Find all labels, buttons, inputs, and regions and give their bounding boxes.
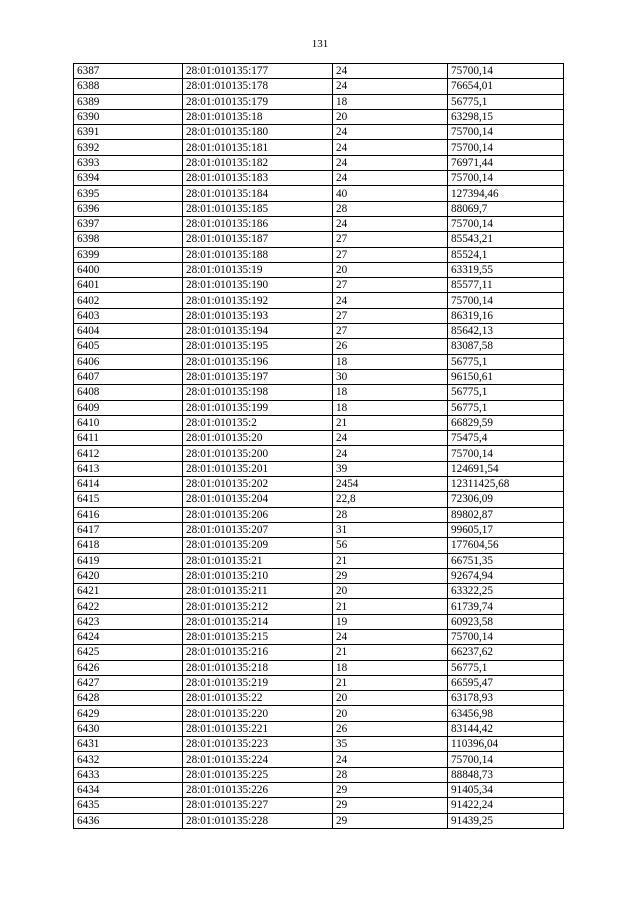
cadastral-number-cell: 28:01:010135:223 <box>183 737 333 752</box>
cadastral-number-cell: 28:01:010135:195 <box>183 339 333 354</box>
row-number-cell: 6418 <box>74 538 183 553</box>
cadastral-number-cell: 28:01:010135:18 <box>183 109 333 124</box>
value-cell: 177604,56 <box>448 538 564 553</box>
cadastral-number-cell: 28:01:010135:185 <box>183 201 333 216</box>
table-row <box>74 752 564 767</box>
table-row <box>74 293 564 308</box>
area-cell: 26 <box>333 339 448 354</box>
area-cell: 20 <box>333 109 448 124</box>
table-row <box>74 798 564 813</box>
area-cell: 24 <box>333 431 448 446</box>
cadastral-number-cell: 28:01:010135:206 <box>183 507 333 522</box>
row-number-cell: 6424 <box>74 629 183 644</box>
area-cell: 24 <box>333 140 448 155</box>
area-cell: 28 <box>333 201 448 216</box>
row-number-cell: 6392 <box>74 140 183 155</box>
value-cell: 56775,1 <box>448 385 564 400</box>
value-cell: 92674,94 <box>448 568 564 583</box>
table-row <box>74 614 564 629</box>
table-row <box>74 278 564 293</box>
area-cell: 27 <box>333 324 448 339</box>
table-row <box>74 645 564 660</box>
area-cell: 24 <box>333 125 448 140</box>
cadastral-number-cell: 28:01:010135:225 <box>183 767 333 782</box>
cadastral-number-cell: 28:01:010135:226 <box>183 782 333 797</box>
registry-table <box>73 63 564 829</box>
table-row <box>74 706 564 721</box>
cadastral-number-cell: 28:01:010135:183 <box>183 171 333 186</box>
table-row <box>74 584 564 599</box>
row-number-cell: 6423 <box>74 614 183 629</box>
area-cell: 27 <box>333 247 448 262</box>
row-number-cell: 6409 <box>74 400 183 415</box>
area-cell: 56 <box>333 538 448 553</box>
value-cell: 63456,98 <box>448 706 564 721</box>
cadastral-number-cell: 28:01:010135:179 <box>183 94 333 109</box>
row-number-cell: 6400 <box>74 262 183 277</box>
table-row <box>74 125 564 140</box>
area-cell: 24 <box>333 155 448 170</box>
row-number-cell: 6426 <box>74 660 183 675</box>
row-number-cell: 6393 <box>74 155 183 170</box>
cadastral-number-cell: 28:01:010135:221 <box>183 721 333 736</box>
cadastral-number-cell: 28:01:010135:194 <box>183 324 333 339</box>
cadastral-number-cell: 28:01:010135:215 <box>183 629 333 644</box>
cadastral-number-cell: 28:01:010135:178 <box>183 79 333 94</box>
table-row <box>74 446 564 461</box>
row-number-cell: 6434 <box>74 782 183 797</box>
row-number-cell: 6407 <box>74 369 183 384</box>
area-cell: 18 <box>333 385 448 400</box>
value-cell: 56775,1 <box>448 94 564 109</box>
area-cell: 24 <box>333 629 448 644</box>
area-cell: 2454 <box>333 477 448 492</box>
cadastral-number-cell: 28:01:010135:197 <box>183 369 333 384</box>
table-row <box>74 691 564 706</box>
row-number-cell: 6391 <box>74 125 183 140</box>
table-row <box>74 354 564 369</box>
table-row <box>74 216 564 231</box>
cadastral-number-cell: 28:01:010135:184 <box>183 186 333 201</box>
table-row <box>74 155 564 170</box>
value-cell: 83087,58 <box>448 339 564 354</box>
value-cell: 75700,14 <box>448 752 564 767</box>
area-cell: 18 <box>333 400 448 415</box>
area-cell: 40 <box>333 186 448 201</box>
value-cell: 86319,16 <box>448 308 564 323</box>
row-number-cell: 6433 <box>74 767 183 782</box>
row-number-cell: 6431 <box>74 737 183 752</box>
value-cell: 63298,15 <box>448 109 564 124</box>
area-cell: 24 <box>333 64 448 79</box>
value-cell: 56775,1 <box>448 660 564 675</box>
row-number-cell: 6390 <box>74 109 183 124</box>
row-number-cell: 6411 <box>74 431 183 446</box>
value-cell: 63322,25 <box>448 584 564 599</box>
row-number-cell: 6421 <box>74 584 183 599</box>
value-cell: 60923,58 <box>448 614 564 629</box>
row-number-cell: 6436 <box>74 813 183 828</box>
area-cell: 19 <box>333 614 448 629</box>
area-cell: 20 <box>333 584 448 599</box>
cadastral-number-cell: 28:01:010135:209 <box>183 538 333 553</box>
area-cell: 21 <box>333 675 448 690</box>
cadastral-number-cell: 28:01:010135:21 <box>183 553 333 568</box>
cadastral-number-cell: 28:01:010135:22 <box>183 691 333 706</box>
area-cell: 30 <box>333 369 448 384</box>
registry-table-body <box>74 64 564 829</box>
table-row <box>74 339 564 354</box>
cadastral-number-cell: 28:01:010135:188 <box>183 247 333 262</box>
cadastral-number-cell: 28:01:010135:182 <box>183 155 333 170</box>
table-row <box>74 737 564 752</box>
table-row <box>74 247 564 262</box>
area-cell: 21 <box>333 645 448 660</box>
table-row <box>74 721 564 736</box>
row-number-cell: 6416 <box>74 507 183 522</box>
row-number-cell: 6402 <box>74 293 183 308</box>
row-number-cell: 6413 <box>74 461 183 476</box>
value-cell: 75700,14 <box>448 629 564 644</box>
cadastral-number-cell: 28:01:010135:202 <box>183 477 333 492</box>
value-cell: 124691,54 <box>448 461 564 476</box>
table-row <box>74 767 564 782</box>
row-number-cell: 6429 <box>74 706 183 721</box>
row-number-cell: 6410 <box>74 415 183 430</box>
table-row <box>74 553 564 568</box>
cadastral-number-cell: 28:01:010135:187 <box>183 232 333 247</box>
area-cell: 22,8 <box>333 492 448 507</box>
table-row <box>74 660 564 675</box>
cadastral-number-cell: 28:01:010135:210 <box>183 568 333 583</box>
value-cell: 75700,14 <box>448 140 564 155</box>
cadastral-number-cell: 28:01:010135:186 <box>183 216 333 231</box>
cadastral-number-cell: 28:01:010135:207 <box>183 522 333 537</box>
value-cell: 88069,7 <box>448 201 564 216</box>
cadastral-number-cell: 28:01:010135:227 <box>183 798 333 813</box>
table-row <box>74 813 564 828</box>
value-cell: 75700,14 <box>448 293 564 308</box>
row-number-cell: 6387 <box>74 64 183 79</box>
cadastral-number-cell: 28:01:010135:193 <box>183 308 333 323</box>
page-number: 131 <box>311 38 329 50</box>
cadastral-number-cell: 28:01:010135:180 <box>183 125 333 140</box>
value-cell: 75700,14 <box>448 125 564 140</box>
area-cell: 29 <box>333 813 448 828</box>
area-cell: 24 <box>333 446 448 461</box>
cadastral-number-cell: 28:01:010135:214 <box>183 614 333 629</box>
area-cell: 28 <box>333 507 448 522</box>
table-row <box>74 94 564 109</box>
row-number-cell: 6398 <box>74 232 183 247</box>
table-row <box>74 308 564 323</box>
area-cell: 27 <box>333 232 448 247</box>
cadastral-number-cell: 28:01:010135:218 <box>183 660 333 675</box>
table-row <box>74 79 564 94</box>
table-row <box>74 232 564 247</box>
area-cell: 24 <box>333 216 448 231</box>
cadastral-number-cell: 28:01:010135:192 <box>183 293 333 308</box>
row-number-cell: 6412 <box>74 446 183 461</box>
row-number-cell: 6430 <box>74 721 183 736</box>
table-row <box>74 782 564 797</box>
row-number-cell: 6404 <box>74 324 183 339</box>
table-row <box>74 140 564 155</box>
row-number-cell: 6403 <box>74 308 183 323</box>
table-row <box>74 186 564 201</box>
cadastral-number-cell: 28:01:010135:224 <box>183 752 333 767</box>
value-cell: 75700,14 <box>448 216 564 231</box>
value-cell: 96150,61 <box>448 369 564 384</box>
table-row <box>74 171 564 186</box>
row-number-cell: 6420 <box>74 568 183 583</box>
value-cell: 75475,4 <box>448 431 564 446</box>
area-cell: 24 <box>333 171 448 186</box>
row-number-cell: 6401 <box>74 278 183 293</box>
value-cell: 63319,55 <box>448 262 564 277</box>
table-row <box>74 461 564 476</box>
row-number-cell: 6414 <box>74 477 183 492</box>
area-cell: 18 <box>333 94 448 109</box>
cadastral-number-cell: 28:01:010135:198 <box>183 385 333 400</box>
table-row <box>74 400 564 415</box>
row-number-cell: 6428 <box>74 691 183 706</box>
cadastral-number-cell: 28:01:010135:190 <box>183 278 333 293</box>
value-cell: 66751,35 <box>448 553 564 568</box>
value-cell: 83144,42 <box>448 721 564 736</box>
value-cell: 12311425,68 <box>448 477 564 492</box>
table-row <box>74 492 564 507</box>
table-row <box>74 431 564 446</box>
area-cell: 18 <box>333 660 448 675</box>
table-row <box>74 262 564 277</box>
value-cell: 66237,62 <box>448 645 564 660</box>
row-number-cell: 6427 <box>74 675 183 690</box>
value-cell: 127394,46 <box>448 186 564 201</box>
row-number-cell: 6388 <box>74 79 183 94</box>
table-row <box>74 538 564 553</box>
cadastral-number-cell: 28:01:010135:228 <box>183 813 333 828</box>
table-row <box>74 477 564 492</box>
row-number-cell: 6425 <box>74 645 183 660</box>
area-cell: 20 <box>333 706 448 721</box>
value-cell: 76654,01 <box>448 79 564 94</box>
cadastral-number-cell: 28:01:010135:200 <box>183 446 333 461</box>
cadastral-number-cell: 28:01:010135:204 <box>183 492 333 507</box>
value-cell: 85642,13 <box>448 324 564 339</box>
cadastral-number-cell: 28:01:010135:212 <box>183 599 333 614</box>
row-number-cell: 6396 <box>74 201 183 216</box>
value-cell: 85524,1 <box>448 247 564 262</box>
area-cell: 28 <box>333 767 448 782</box>
row-number-cell: 6395 <box>74 186 183 201</box>
area-cell: 24 <box>333 752 448 767</box>
value-cell: 85543,21 <box>448 232 564 247</box>
area-cell: 29 <box>333 798 448 813</box>
row-number-cell: 6422 <box>74 599 183 614</box>
row-number-cell: 6406 <box>74 354 183 369</box>
value-cell: 56775,1 <box>448 400 564 415</box>
table-row <box>74 568 564 583</box>
cadastral-number-cell: 28:01:010135:220 <box>183 706 333 721</box>
row-number-cell: 6399 <box>74 247 183 262</box>
cadastral-number-cell: 28:01:010135:199 <box>183 400 333 415</box>
row-number-cell: 6432 <box>74 752 183 767</box>
value-cell: 61739,74 <box>448 599 564 614</box>
table-row <box>74 109 564 124</box>
row-number-cell: 6415 <box>74 492 183 507</box>
cadastral-number-cell: 28:01:010135:181 <box>183 140 333 155</box>
area-cell: 29 <box>333 782 448 797</box>
row-number-cell: 6397 <box>74 216 183 231</box>
row-number-cell: 6405 <box>74 339 183 354</box>
cadastral-number-cell: 28:01:010135:216 <box>183 645 333 660</box>
value-cell: 72306,09 <box>448 492 564 507</box>
row-number-cell: 6394 <box>74 171 183 186</box>
area-cell: 26 <box>333 721 448 736</box>
value-cell: 91439,25 <box>448 813 564 828</box>
table-row <box>74 507 564 522</box>
value-cell: 63178,93 <box>448 691 564 706</box>
value-cell: 85577,11 <box>448 278 564 293</box>
row-number-cell: 6389 <box>74 94 183 109</box>
table-row <box>74 629 564 644</box>
area-cell: 24 <box>333 79 448 94</box>
area-cell: 21 <box>333 415 448 430</box>
area-cell: 18 <box>333 354 448 369</box>
value-cell: 99605,17 <box>448 522 564 537</box>
area-cell: 20 <box>333 691 448 706</box>
area-cell: 27 <box>333 308 448 323</box>
value-cell: 75700,14 <box>448 171 564 186</box>
value-cell: 89802,87 <box>448 507 564 522</box>
cadastral-number-cell: 28:01:010135:201 <box>183 461 333 476</box>
area-cell: 27 <box>333 278 448 293</box>
value-cell: 91422,24 <box>448 798 564 813</box>
area-cell: 31 <box>333 522 448 537</box>
value-cell: 91405,34 <box>448 782 564 797</box>
table-row <box>74 201 564 216</box>
table-row <box>74 599 564 614</box>
row-number-cell: 6419 <box>74 553 183 568</box>
area-cell: 21 <box>333 553 448 568</box>
cadastral-number-cell: 28:01:010135:177 <box>183 64 333 79</box>
value-cell: 76971,44 <box>448 155 564 170</box>
value-cell: 110396,04 <box>448 737 564 752</box>
value-cell: 75700,14 <box>448 64 564 79</box>
area-cell: 29 <box>333 568 448 583</box>
area-cell: 39 <box>333 461 448 476</box>
table-row <box>74 369 564 384</box>
value-cell: 88848,73 <box>448 767 564 782</box>
area-cell: 24 <box>333 293 448 308</box>
table-row <box>74 64 564 79</box>
cadastral-number-cell: 28:01:010135:196 <box>183 354 333 369</box>
area-cell: 21 <box>333 599 448 614</box>
row-number-cell: 6408 <box>74 385 183 400</box>
table-row <box>74 385 564 400</box>
row-number-cell: 6435 <box>74 798 183 813</box>
cadastral-number-cell: 28:01:010135:219 <box>183 675 333 690</box>
area-cell: 35 <box>333 737 448 752</box>
cadastral-number-cell: 28:01:010135:19 <box>183 262 333 277</box>
table-row <box>74 675 564 690</box>
value-cell: 75700,14 <box>448 446 564 461</box>
cadastral-number-cell: 28:01:010135:2 <box>183 415 333 430</box>
table-row <box>74 324 564 339</box>
cadastral-number-cell: 28:01:010135:211 <box>183 584 333 599</box>
value-cell: 56775,1 <box>448 354 564 369</box>
value-cell: 66829,59 <box>448 415 564 430</box>
table-row <box>74 522 564 537</box>
value-cell: 66595,47 <box>448 675 564 690</box>
cadastral-number-cell: 28:01:010135:20 <box>183 431 333 446</box>
table-row <box>74 415 564 430</box>
row-number-cell: 6417 <box>74 522 183 537</box>
area-cell: 20 <box>333 262 448 277</box>
